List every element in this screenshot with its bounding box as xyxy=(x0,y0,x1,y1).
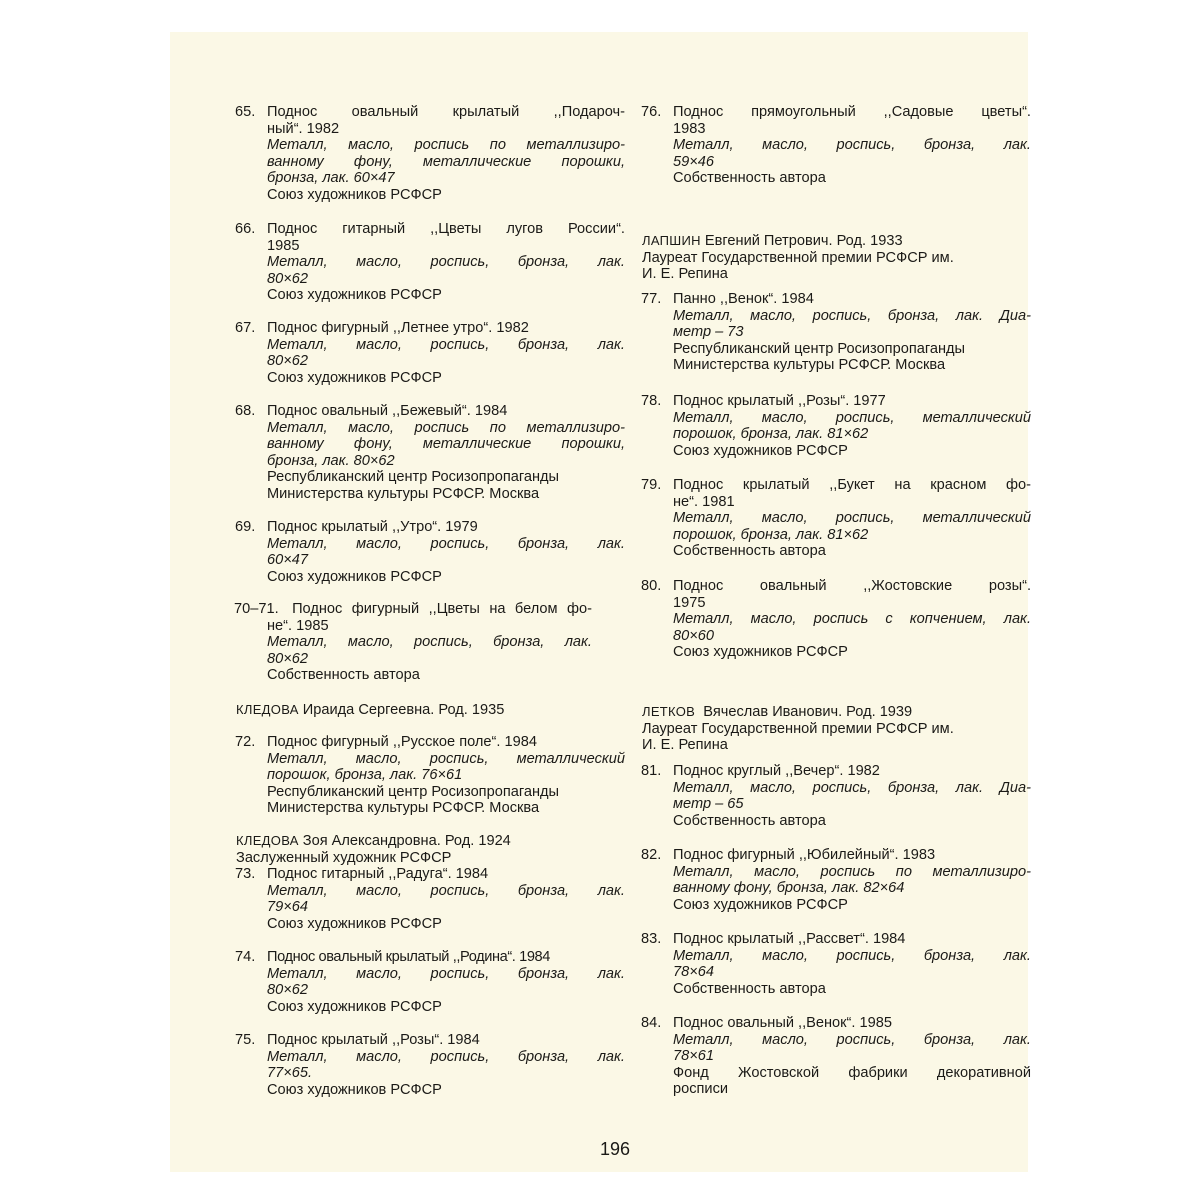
entry-title: Поднос овальный ,,Жостовские розы“. xyxy=(673,578,1031,594)
entry-owner: Союз художников РСФСР xyxy=(267,998,442,1015)
entry-owner: Союз художников РСФСР xyxy=(267,369,442,386)
entry-owner: Союз художников РСФСР xyxy=(267,287,442,304)
artist-title: Лауреат Государственной премии РСФСР им. xyxy=(642,720,954,737)
entry-materials: 80×62 xyxy=(267,982,308,999)
artist-title: Заслуженный художник РСФСР xyxy=(236,849,452,866)
catalogue-entry-67 xyxy=(234,320,625,386)
entry-title: Поднос фигурный ,,Летнее утро“. 1982 xyxy=(267,320,529,336)
entry-materials: ванному фону, бронза, лак. 82×64 xyxy=(673,880,905,897)
artist-heading xyxy=(642,233,954,283)
entry-materials: метр – 73 xyxy=(673,324,744,341)
entry-materials: Металл, масло, роспись по металлизиро- xyxy=(267,137,625,154)
entry-materials: Металл, масло, роспись, бронза, лак. xyxy=(673,947,1031,964)
catalogue-entry-78 xyxy=(640,393,1031,459)
artist-surname: ЛЕТКОВ xyxy=(642,704,696,719)
entry-owner: Республиканский центр Росизопропаганды xyxy=(673,340,966,357)
artist-surname: КЛЕДОВА xyxy=(236,833,299,848)
entry-materials: Металл, масло, роспись, бронза, лак. Диа- xyxy=(673,779,1031,796)
entry-materials: бронза, лак. 60×47 xyxy=(267,170,395,187)
entry-owner: Собственность автора xyxy=(673,980,826,997)
entry-materials: 79×64 xyxy=(267,899,308,916)
artist-details: Вячеслав Иванович. Род. 1939 xyxy=(695,704,913,720)
catalogue-entry-68 xyxy=(234,403,625,503)
entry-body xyxy=(234,618,592,684)
entry-number: 79. xyxy=(641,477,662,493)
entry-owner: Фонд Жостовской фабрики декоративной xyxy=(673,1064,1031,1081)
entry-owner: Союз художников РСФСР xyxy=(673,896,848,913)
entry-number: 69. xyxy=(235,519,256,535)
entry-number: 73. xyxy=(235,866,256,882)
catalogue-entry-80 xyxy=(640,578,1031,661)
catalogue-entry-77 xyxy=(640,291,1031,374)
page-number: 196 xyxy=(599,1139,631,1159)
entry-materials: бронза, лак. 80×62 xyxy=(267,452,395,469)
entry-materials: Металл, масло, роспись по металлизиро- xyxy=(267,419,625,436)
entry-owner: Республиканский центр Росизопропаганды xyxy=(267,783,560,800)
artist-details: Евгений Петрович. Род. 1933 xyxy=(700,233,903,249)
entry-number: 78. xyxy=(641,393,662,409)
entry-title: Поднос овальный ,,Бежевый“. 1984 xyxy=(267,403,508,419)
entry-title: Поднос крылатый ,,Букет на красном фо- xyxy=(673,477,1031,493)
entry-title-cont: 1985 xyxy=(267,237,300,254)
entry-owner: Союз художников РСФСР xyxy=(267,915,442,932)
entry-number: 83. xyxy=(641,931,662,947)
entry-materials: 80×62 xyxy=(267,353,308,370)
entry-materials: Металл, масло, роспись, металлический xyxy=(673,510,1031,527)
entry-number: 68. xyxy=(235,403,256,419)
entry-title xyxy=(234,601,592,618)
entry-materials: порошок, бронза, лак. 76×61 xyxy=(267,767,463,784)
entry-owner: Министерства культуры РСФСР. Москва xyxy=(673,357,946,374)
entry-number: 81. xyxy=(641,763,662,779)
entry-materials: 80×62 xyxy=(267,270,308,287)
entry-number: 82. xyxy=(641,847,662,863)
entry-materials: ванному фону, металлические порошки, xyxy=(267,436,625,453)
entry-materials: 78×61 xyxy=(673,1048,714,1065)
entry-materials: Металл, масло, роспись, бронза, лак. xyxy=(267,535,625,552)
catalogue-entry-81 xyxy=(640,763,1031,829)
artist-details: Зоя Александровна. Род. 1924 xyxy=(298,833,511,849)
entry-materials: 77×65. xyxy=(267,1065,313,1082)
entry-materials: Металл, масло, роспись, бронза, лак. xyxy=(673,137,1031,154)
entry-owner: Собственность автора xyxy=(673,170,826,187)
entry-number: 65. xyxy=(235,104,256,120)
entry-materials: Металл, масло, роспись, металлический xyxy=(673,409,1031,426)
entry-materials: Металл, масло, роспись, бронза, лак. xyxy=(267,634,592,651)
entry-title: Поднос овальный ,,Венок“. 1985 xyxy=(673,1015,892,1031)
entry-number: 80. xyxy=(641,578,662,594)
catalogue-entry-73 xyxy=(234,866,625,932)
catalogue-entry-75 xyxy=(234,1032,625,1098)
entry-materials: 59×46 xyxy=(673,153,714,170)
catalogue-entry-83 xyxy=(640,931,1031,997)
entry-number: 67. xyxy=(235,320,256,336)
entry-title: Поднос фигурный ,,Русское поле“. 1984 xyxy=(267,734,537,750)
entry-title: Поднос прямоугольный ,,Садовые цветы“. xyxy=(673,104,1031,120)
entry-number: 84. xyxy=(641,1015,662,1031)
entry-owner: росписи xyxy=(673,1081,729,1098)
catalogue-entry-69 xyxy=(234,519,625,585)
artist-title: И. Е. Репина xyxy=(642,266,728,283)
artist-surname: КЛЕДОВА xyxy=(236,702,299,717)
entry-title-cont: не“. 1985 xyxy=(267,617,329,634)
entry-title: Поднос гитарный ,,Цветы лугов России“. xyxy=(267,221,625,237)
artist-title: И. Е. Репина xyxy=(642,737,728,754)
catalogue-entry-65 xyxy=(234,104,625,204)
entry-owner: Министерства культуры РСФСР. Москва xyxy=(267,485,540,502)
entry-owner: Собственность автора xyxy=(267,667,420,684)
entry-materials: Металл, масло, роспись, бронза, лак. xyxy=(267,336,625,353)
entry-materials: Металл, масло, роспись, бронза, лак. xyxy=(267,882,625,899)
entry-owner: Союз художников РСФСР xyxy=(673,442,848,459)
catalogue-entry-82 xyxy=(640,847,1031,913)
entry-title: Поднос крылатый ,,Утро“. 1979 xyxy=(267,519,478,535)
entry-materials: метр – 65 xyxy=(673,796,744,813)
entry-owner: Собственность автора xyxy=(673,812,826,829)
entry-materials: Металл, масло, роспись, бронза, лак. Диа- xyxy=(673,307,1031,324)
catalogue-entry-72 xyxy=(234,734,625,817)
entry-title-cont: 1975 xyxy=(673,594,706,611)
entry-materials: 80×60 xyxy=(673,627,714,644)
entry-title: Поднос гитарный ,,Радуга“. 1984 xyxy=(267,866,489,882)
entry-owner: Союз художников РСФСР xyxy=(673,644,848,661)
entry-title: Панно ,,Венок“. 1984 xyxy=(673,291,814,307)
catalogue-entry-76 xyxy=(640,104,1031,187)
catalogue-entry-79 xyxy=(640,477,1031,560)
entry-title-cont: ный“. 1982 xyxy=(267,120,340,137)
entry-materials: 78×64 xyxy=(673,964,714,981)
artist-heading xyxy=(236,702,504,719)
entry-title: Поднос крылатый ,,Рассвет“. 1984 xyxy=(673,931,906,947)
entry-title: Поднос фигурный ,,Юбилейный“. 1983 xyxy=(673,847,936,863)
catalogue-entry-66 xyxy=(234,221,625,304)
entry-title: Поднос крылатый ,,Розы“. 1984 xyxy=(267,1032,480,1048)
entry-title: Поднос овальный крылатый ,,Родина“. 1984 xyxy=(267,949,550,965)
entry-owner: Министерства культуры РСФСР. Москва xyxy=(267,800,540,817)
entry-owner: Союз художников РСФСР xyxy=(267,568,442,585)
entry-title-cont: 1983 xyxy=(673,120,706,137)
entry-owner: Союз художников РСФСР xyxy=(267,1081,442,1098)
entry-title: Поднос круглый ,,Вечер“. 1982 xyxy=(673,763,880,779)
entry-owner: Союз художников РСФСР xyxy=(267,186,442,203)
entry-number: 75. xyxy=(235,1032,256,1048)
catalogue-entry-84 xyxy=(640,1015,1031,1098)
entry-materials: Металл, масло, роспись, бронза, лак. xyxy=(673,1031,1031,1048)
catalogue-entry-74 xyxy=(234,949,625,1015)
entry-owner: Собственность автора xyxy=(673,543,826,560)
entry-materials: ванному фону, металлические порошки, xyxy=(267,153,625,170)
entry-materials: 80×62 xyxy=(267,650,308,667)
artist-details: Ираида Сергеевна. Род. 1935 xyxy=(298,702,505,718)
artist-heading xyxy=(642,704,954,754)
entry-number: 72. xyxy=(235,734,256,750)
entry-owner: Республиканский центр Росизопропаганды xyxy=(267,469,560,486)
entry-materials: Металл, масло, роспись, бронза, лак. xyxy=(267,254,625,271)
entry-materials: Металл, масло, роспись, бронза, лак. xyxy=(267,1048,625,1065)
entry-materials: Металл, масло, роспись с копчением, лак. xyxy=(673,611,1031,628)
entry-title: Поднос крылатый ,,Розы“. 1977 xyxy=(673,393,886,409)
entry-materials: Металл, масло, роспись по металлизиро- xyxy=(673,863,1031,880)
entry-title: Поднос овальный крылатый ,,Подароч- xyxy=(267,104,625,120)
entry-title-text: Поднос фигурный ,,Цветы на белом фо- xyxy=(292,601,592,617)
entry-number: 70–71. xyxy=(234,601,279,617)
artist-title: Лауреат Государственной премии РСФСР им. xyxy=(642,249,954,266)
artist-surname: ЛАПШИН xyxy=(642,233,701,248)
catalogue-entry-70-71 xyxy=(234,601,592,684)
entry-number: 77. xyxy=(641,291,662,307)
entry-title-cont: не“. 1981 xyxy=(673,493,735,510)
artist-heading xyxy=(236,833,511,866)
entry-number: 66. xyxy=(235,221,256,237)
entry-materials: порошок, бронза, лак. 81×62 xyxy=(673,526,869,543)
entry-materials: Металл, масло, роспись, бронза, лак. xyxy=(267,965,625,982)
entry-number: 74. xyxy=(235,949,256,965)
entry-materials: Металл, масло, роспись, металлический xyxy=(267,750,625,767)
entry-number: 76. xyxy=(641,104,662,120)
entry-materials: порошок, бронза, лак. 81×62 xyxy=(673,426,869,443)
entry-materials: 60×47 xyxy=(267,552,308,569)
